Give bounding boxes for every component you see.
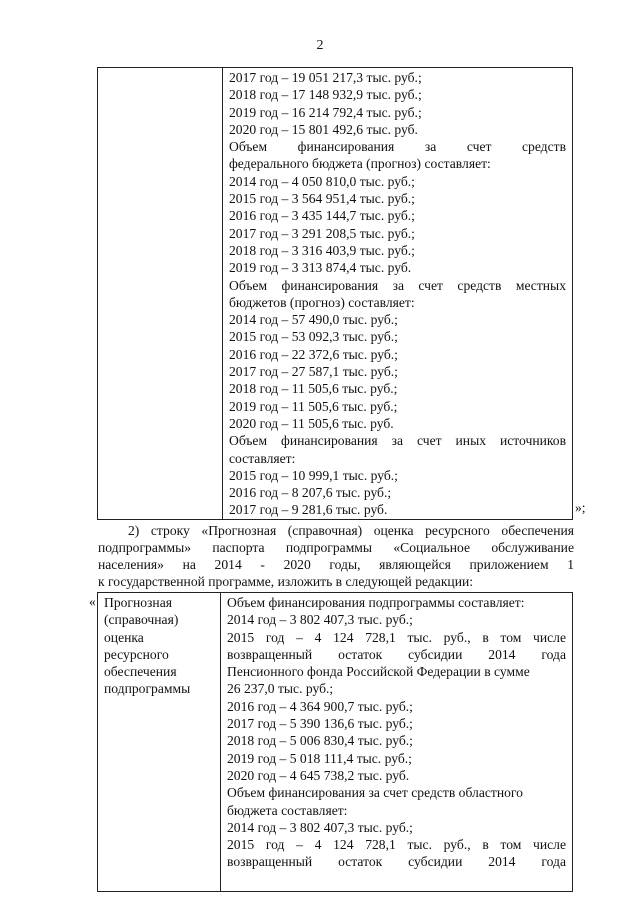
t1-line: 2014 год – 57 490,0 тыс. руб.;: [229, 312, 398, 328]
t1-line: 2015 год – 10 999,1 тыс. руб.;: [229, 467, 398, 483]
t1-line: 2016 год – 3 435 144,7 тыс. руб.;: [229, 208, 415, 224]
t1-line: 2019 год – 16 214 792,4 тыс. руб.;: [229, 104, 422, 120]
t2-line: 26 237,0 тыс. руб.;: [227, 681, 334, 697]
t1-line: 2019 год – 11 505,6 тыс. руб.;: [229, 398, 398, 414]
paragraph-line: подпрограммы» паспорта подпрограммы «Социальное обслуживание: [98, 540, 574, 555]
t2-left-line: обеспечения: [104, 664, 177, 680]
page-number: 2: [316, 38, 324, 53]
t2-line: 2019 год – 5 018 111,4 тыс. руб.;: [227, 750, 412, 766]
table1-left-cell: [98, 68, 223, 520]
t1-line: федерального бюджета (прогноз) составляет:: [229, 156, 491, 172]
t1-line: 2017 год – 19 051 217,3 тыс. руб.;: [229, 70, 422, 85]
table2-left-cell: [98, 593, 221, 892]
t1-line: 2017 год – 9 281,6 тыс. руб.: [229, 502, 388, 518]
t1-line: 2017 год – 3 291 208,5 тыс. руб.;: [229, 225, 415, 241]
t1-line: 2017 год – 27 587,1 тыс. руб.;: [229, 364, 398, 380]
t2-line: Объем финансирования подпрограммы составляет:: [227, 595, 525, 610]
t1-line: Объем финансирования за счет средств местных: [229, 277, 566, 293]
t2-line: Пенсионного фонда Российской Федерации в сумме: [227, 664, 530, 680]
t1-line: 2014 год – 4 050 810,0 тыс. руб.;: [229, 173, 415, 189]
financing-table-continued: [97, 67, 573, 520]
t2-line: 2018 год – 5 006 830,4 тыс. руб.;: [227, 733, 413, 749]
t2-line: 2014 год – 3 802 407,3 тыс. руб.;: [227, 612, 413, 628]
t2-line: бюджета составляет:: [227, 802, 348, 818]
t2-left-line: Прогнозная: [104, 595, 172, 610]
t2-left-line: ресурсного: [104, 646, 169, 662]
paragraph-line: населения» на 2014 - 2020 годы, являющейся приложением 1: [98, 557, 574, 572]
t1-line: 2018 год – 17 148 932,9 тыс. руб.;: [229, 87, 422, 103]
t1-line: 2019 год – 3 313 874,4 тыс. руб.: [229, 260, 412, 276]
t2-line: 2017 год – 5 390 136,6 тыс. руб.;: [227, 716, 413, 732]
t1-line: 2015 год – 3 564 951,4 тыс. руб.;: [229, 191, 415, 207]
t1-line: Объем финансирования за счет средств: [229, 139, 566, 155]
table2-right-cell: [221, 593, 573, 892]
t2-line: возвращенный остаток субсидии 2014 года: [227, 646, 566, 662]
resource-estimate-table: [97, 592, 573, 892]
t1-line: 2018 год – 11 505,6 тыс. руб.;: [229, 381, 398, 397]
t1-line: 2020 год – 11 505,6 тыс. руб.: [229, 415, 394, 431]
t1-line: бюджетов (прогноз) составляет:: [229, 294, 415, 310]
t1-line: 2016 год – 8 207,6 тыс. руб.;: [229, 485, 392, 501]
t2-line: возвращенный остаток субсидии 2014 года: [227, 854, 566, 870]
paragraph-line: 2) строку «Прогнозная (справочная) оценка ресурсного обеспечения: [128, 523, 574, 538]
t2-line: Объем финансирования за счет средств областного: [227, 785, 523, 801]
amendment-paragraph: [98, 522, 574, 590]
table1-right-cell: [223, 68, 573, 520]
t1-line: 2018 год – 3 316 403,9 тыс. руб.;: [229, 242, 415, 258]
t1-line: составляет:: [229, 450, 296, 466]
t2-line: 2015 год – 4 124 728,1 тыс. руб., в том числе: [227, 629, 566, 645]
t2-line: 2015 год – 4 124 728,1 тыс. руб., в том числе: [227, 837, 566, 853]
t2-left-line: (справочная): [104, 612, 179, 628]
opening-quote: «: [89, 594, 96, 609]
t2-left-line: подпрограммы: [104, 681, 191, 697]
closing-quote: »;: [575, 500, 586, 515]
t2-line: 2020 год – 4 645 738,2 тыс. руб.: [227, 767, 410, 783]
t2-line: 2016 год – 4 364 900,7 тыс. руб.;: [227, 698, 413, 714]
t1-line: 2016 год – 22 372,6 тыс. руб.;: [229, 346, 398, 362]
t1-line: 2020 год – 15 801 492,6 тыс. руб.: [229, 121, 418, 137]
t2-line: 2014 год – 3 802 407,3 тыс. руб.;: [227, 819, 413, 835]
t1-line: 2015 год – 53 092,3 тыс. руб.;: [229, 329, 398, 345]
t2-left-line: оценка: [104, 629, 144, 645]
paragraph-line: к государственной программе, изложить в следующей редакции:: [98, 574, 474, 589]
t1-line: Объем финансирования за счет иных источников: [229, 433, 566, 449]
